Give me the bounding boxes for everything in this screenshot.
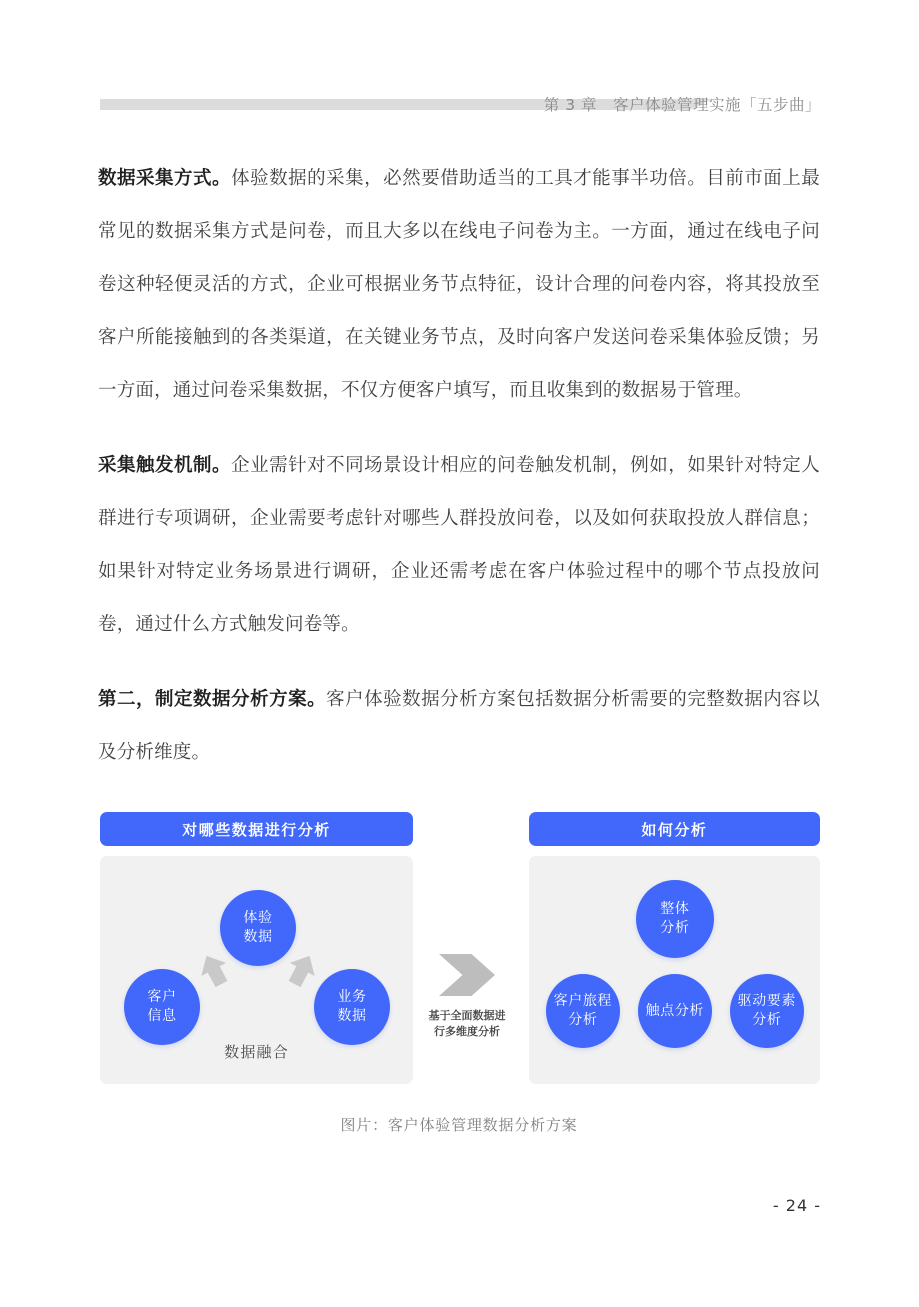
panel-left-body	[100, 856, 413, 1084]
figure-panels	[98, 812, 820, 1084]
bubble-overall-analysis	[636, 880, 714, 958]
panel-which-data	[100, 812, 413, 1084]
figure-data-analysis-plan	[98, 812, 820, 1135]
paragraph-lead: 采集触发机制。	[98, 455, 232, 476]
panel-right-header: 如何分析	[529, 812, 820, 846]
bubble-line-1: 驱动要素	[737, 993, 797, 1009]
bubble-driver-factor-analysis	[730, 974, 804, 1048]
paragraph-body: 企业需针对不同场景设计相应的问卷触发机制，例如，如果针对特定人群进行专项调研，企业需要考虑针对哪些人群投放问卷，以及如何获取投放人群信息；如果针对特定业务场景进行调研，企业还需考虑在客户体验过程中的哪个节点投放问卷，通过什么方式触发问卷等。	[98, 455, 821, 635]
connector-caption-line-1: 基于全面数据进	[428, 1009, 506, 1022]
bubble-customer-info	[124, 969, 200, 1045]
chevron-right-icon	[439, 954, 495, 996]
bubble-line-2: 分析	[660, 920, 690, 936]
bubble-line-1: 触点分析	[645, 1002, 705, 1019]
bubble-business-data	[314, 969, 390, 1045]
paragraph-analysis-plan	[98, 673, 820, 779]
bubble-line-1: 业务	[337, 989, 367, 1005]
connector-caption-line-2: 行多维度分析	[433, 1025, 500, 1038]
page-number: - 24 -	[772, 1196, 821, 1215]
arrow-up-right-icon	[282, 949, 322, 990]
bubble-customer-journey-analysis	[546, 974, 620, 1048]
panel-left-header: 对哪些数据进行分析	[100, 812, 413, 846]
arrow-up-left-icon	[194, 949, 234, 990]
paragraph-lead: 第二，制定数据分析方案。	[98, 689, 327, 710]
body-content	[98, 152, 820, 793]
connector-caption	[417, 1008, 517, 1040]
panel-connector	[413, 812, 521, 1084]
bubble-touchpoint-analysis	[638, 974, 712, 1048]
connector-group	[413, 954, 521, 1040]
bubble-line-2: 分析	[568, 1012, 598, 1028]
figure-caption: 图片：客户体验管理数据分析方案	[340, 1116, 578, 1134]
paragraph-data-collection-method	[98, 152, 820, 417]
label-data-fusion: 数据融合	[224, 1043, 289, 1061]
panel-right-body	[529, 856, 820, 1084]
paragraph-lead: 数据采集方式。	[98, 168, 232, 189]
bubble-line-2: 信息	[147, 1008, 177, 1024]
bubble-line-1: 整体	[660, 901, 690, 917]
bubble-experience-data	[220, 890, 296, 966]
running-head-title: 第 3 章 客户体验管理实施「五步曲」	[543, 96, 821, 114]
bubble-line-1: 客户旅程	[553, 993, 613, 1009]
panel-how-to-analyze	[529, 812, 820, 1084]
running-head	[0, 88, 919, 122]
bubble-line-2: 数据	[337, 1008, 367, 1024]
paragraph-trigger-mechanism	[98, 439, 820, 651]
bubble-line-2: 数据	[243, 929, 273, 945]
paragraph-body: 体验数据的采集，必然要借助适当的工具才能事半功倍。目前市面上最常见的数据采集方式是问卷，而且大多以在线电子问卷为主。一方面，通过在线电子问卷这种轻便灵活的方式，企业可根据业务节点特征，设计合理的问卷内容，将其投放至客户所能接触到的各类渠道，在关键业务节点，及时向客户发送问卷采集体验反馈；另一方面，通过问卷采集数据，不仅方便客户填写，而且收集到的数据易于管理。	[98, 168, 821, 401]
bubble-line-1: 客户	[147, 989, 177, 1005]
paragraph-body: 客户体验数据分析方案包括数据分析需要的完整数据内容以及分析维度。	[98, 689, 821, 763]
bubble-line-1: 体验	[243, 910, 273, 926]
bubble-line-2: 分析	[752, 1012, 782, 1028]
